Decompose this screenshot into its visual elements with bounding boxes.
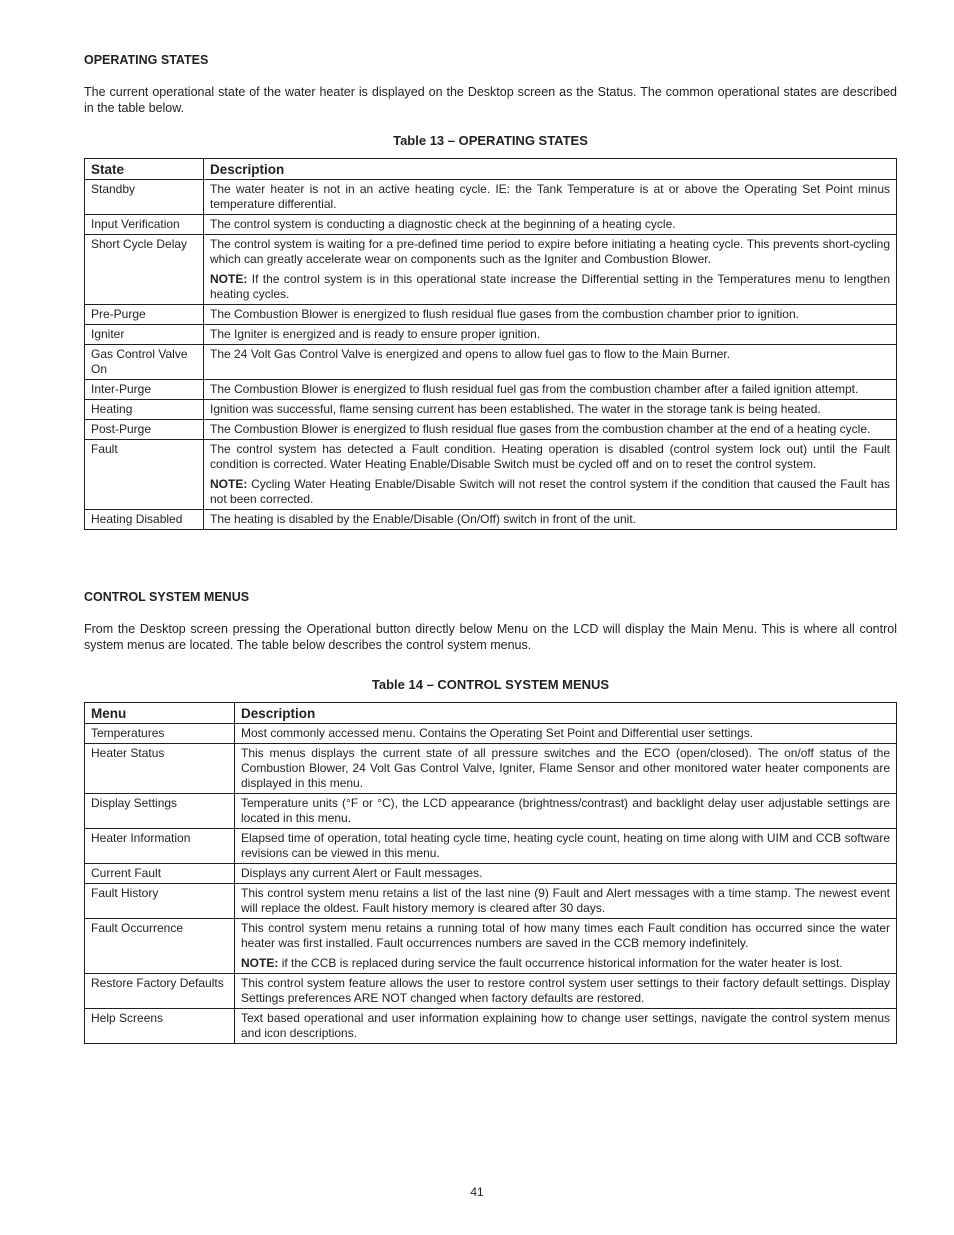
row-description-cell	[204, 380, 897, 400]
row-label: Pre-Purge	[85, 305, 204, 325]
row-description-cell	[235, 884, 897, 919]
row-note	[210, 272, 890, 302]
row-description-cell	[204, 420, 897, 440]
control-menus-heading: CONTROL SYSTEM MENUS	[84, 590, 250, 604]
row-label: Igniter	[85, 325, 204, 345]
table-row	[85, 440, 897, 510]
row-description-cell	[235, 744, 897, 794]
note-label: NOTE:	[210, 477, 248, 491]
row-label: Input Verification	[85, 215, 204, 235]
note-label: NOTE:	[210, 272, 248, 286]
row-description-cell	[235, 794, 897, 829]
operating-states-table	[84, 158, 897, 530]
column-header: Description	[204, 159, 897, 180]
table-header-row	[85, 703, 897, 724]
column-header: Menu	[85, 703, 235, 724]
row-description-cell	[204, 510, 897, 530]
row-description-cell	[204, 325, 897, 345]
row-label: Fault Occurrence	[85, 919, 235, 974]
row-label: Current Fault	[85, 864, 235, 884]
table-row	[85, 400, 897, 420]
row-label: Heating	[85, 400, 204, 420]
table-row	[85, 794, 897, 829]
row-description: Text based operational and user information explaining how to change user settings, navigate the control system menus and icon descriptions.	[241, 1011, 890, 1040]
row-description-cell	[235, 974, 897, 1009]
row-description: The control system is conducting a diagnostic check at the beginning of a heating cycle.	[210, 217, 676, 231]
note-text: if the CCB is replaced during service the fault occurrence historical information for the water heater is lost.	[281, 956, 843, 970]
row-description: This menus displays the current state of all pressure switches and the ECO (open/closed). The on/off status of the Combustion Blower, 24 Volt Gas Control Valve, Igniter, Flame Sensor and other monitored water heater components are displayed in this menu.	[241, 746, 890, 790]
table-header-row	[85, 159, 897, 180]
row-description-cell	[204, 180, 897, 215]
table14-caption: Table 14 – CONTROL SYSTEM MENUS	[371, 677, 610, 692]
table14-body	[85, 724, 897, 1044]
row-description-cell	[204, 440, 897, 510]
row-description: The Combustion Blower is energized to flush residual flue gases from the combustion chamber prior to ignition.	[210, 307, 799, 321]
table13-caption: Table 13 – OPERATING STATES	[393, 133, 588, 148]
page-number: 41	[470, 1185, 484, 1199]
row-description-cell	[235, 724, 897, 744]
row-description-cell	[204, 215, 897, 235]
row-description: This control system menu retains a running total of how many times each Fault condition has occurred since the water heater was first installed. Fault occurrences numbers are saved in the CCB memory indefinitely.	[241, 921, 890, 950]
row-description: Ignition was successful, flame sensing current has been established. The water in the storage tank is being heated.	[210, 402, 821, 416]
row-label: Heating Disabled	[85, 510, 204, 530]
row-label: Short Cycle Delay	[85, 235, 204, 305]
row-description-cell	[235, 864, 897, 884]
table-row	[85, 510, 897, 530]
row-note	[210, 477, 890, 507]
table13-body	[85, 180, 897, 530]
row-label: Restore Factory Defaults	[85, 974, 235, 1009]
note-text: Cycling Water Heating Enable/Disable Switch will not reset the control system if the condition that caused the Fault has not been corrected.	[210, 477, 890, 506]
table-row	[85, 235, 897, 305]
row-description-cell	[204, 345, 897, 380]
note-text: If the control system is in this operational state increase the Differential setting in the Temperatures menu to lengthen heating cycles.	[210, 272, 891, 301]
table-row	[85, 345, 897, 380]
table-row	[85, 884, 897, 919]
table-row	[85, 829, 897, 864]
row-description-cell	[204, 235, 897, 305]
row-label: Inter-Purge	[85, 380, 204, 400]
control-menus-table	[84, 702, 897, 1044]
row-label: Fault History	[85, 884, 235, 919]
row-description: This control system feature allows the user to restore control system user settings to their factory default settings. Display Settings preferences ARE NOT changed when factory defaults are restored.	[241, 976, 890, 1005]
table-row	[85, 724, 897, 744]
table-row	[85, 919, 897, 974]
row-description: Most commonly accessed menu. Contains the Operating Set Point and Differential user settings.	[241, 726, 754, 740]
row-description-cell	[235, 1009, 897, 1044]
row-label: Post-Purge	[85, 420, 204, 440]
table-row	[85, 305, 897, 325]
note-label: NOTE:	[241, 956, 279, 970]
row-description-cell	[204, 400, 897, 420]
row-label: Gas Control Valve On	[85, 345, 204, 380]
table-row	[85, 1009, 897, 1044]
table-row	[85, 974, 897, 1009]
table-row	[85, 420, 897, 440]
row-description-cell	[235, 919, 897, 974]
row-description: The heating is disabled by the Enable/Disable (On/Off) switch in front of the unit.	[210, 512, 637, 526]
row-description: Displays any current Alert or Fault messages.	[241, 866, 483, 880]
operating-states-intro: The current operational state of the water heater is displayed on the Desktop screen as the Status. The common operational states are described in the table below.	[84, 85, 897, 115]
row-description: The 24 Volt Gas Control Valve is energized and opens to allow fuel gas to flow to the Main Burner.	[210, 347, 731, 361]
row-label: Display Settings	[85, 794, 235, 829]
row-description: The Igniter is energized and is ready to ensure proper ignition.	[210, 327, 541, 341]
row-note	[241, 956, 890, 971]
operating-states-heading: OPERATING STATES	[84, 53, 209, 67]
row-label: Heater Information	[85, 829, 235, 864]
table-row	[85, 180, 897, 215]
row-description-cell	[235, 829, 897, 864]
row-label: Fault	[85, 440, 204, 510]
row-description: The Combustion Blower is energized to flush residual fuel gas from the combustion chamber after a failed ignition attempt.	[210, 382, 859, 396]
control-menus-intro: From the Desktop screen pressing the Operational button directly below Menu on the LCD will display the Main Menu. This is where all control system menus are located. The table below describes the control system menus.	[84, 622, 897, 652]
table-row	[85, 215, 897, 235]
column-header: State	[85, 159, 204, 180]
row-label: Help Screens	[85, 1009, 235, 1044]
row-description-cell	[204, 305, 897, 325]
row-description: Elapsed time of operation, total heating cycle time, heating cycle count, heating on time along with UIM and CCB software revisions can be viewed in this menu.	[241, 831, 890, 860]
row-description: Temperature units (°F or °C), the LCD appearance (brightness/contrast) and backlight delay user adjustable settings are located in this menu.	[241, 796, 890, 825]
row-description: The control system has detected a Fault condition. Heating operation is disabled (control system lock out) until the Fault condition is corrected. Water Heating Enable/Disable Switch must be cycled off and on to reset the control system.	[210, 442, 890, 471]
row-description: The Combustion Blower is energized to flush residual flue gases from the combustion chamber at the end of a heating cycle.	[210, 422, 871, 436]
row-description: This control system menu retains a list of the last nine (9) Fault and Alert messages with a time stamp. The newest event will replace the oldest. Fault history memory is cleared after 30 days.	[241, 886, 890, 915]
table-row	[85, 864, 897, 884]
row-description: The control system is waiting for a pre-defined time period to expire before initiating a heating cycle. This prevents short-cycling which can greatly accelerate wear on components such as the Igniter and Combustion Blower.	[210, 237, 890, 266]
table-row	[85, 325, 897, 345]
row-label: Temperatures	[85, 724, 235, 744]
column-header: Description	[235, 703, 897, 724]
table-row	[85, 744, 897, 794]
row-label: Heater Status	[85, 744, 235, 794]
row-label: Standby	[85, 180, 204, 215]
row-description: The water heater is not in an active heating cycle. IE: the Tank Temperature is at or above the Operating Set Point minus temperature differential.	[210, 182, 890, 211]
table-row	[85, 380, 897, 400]
